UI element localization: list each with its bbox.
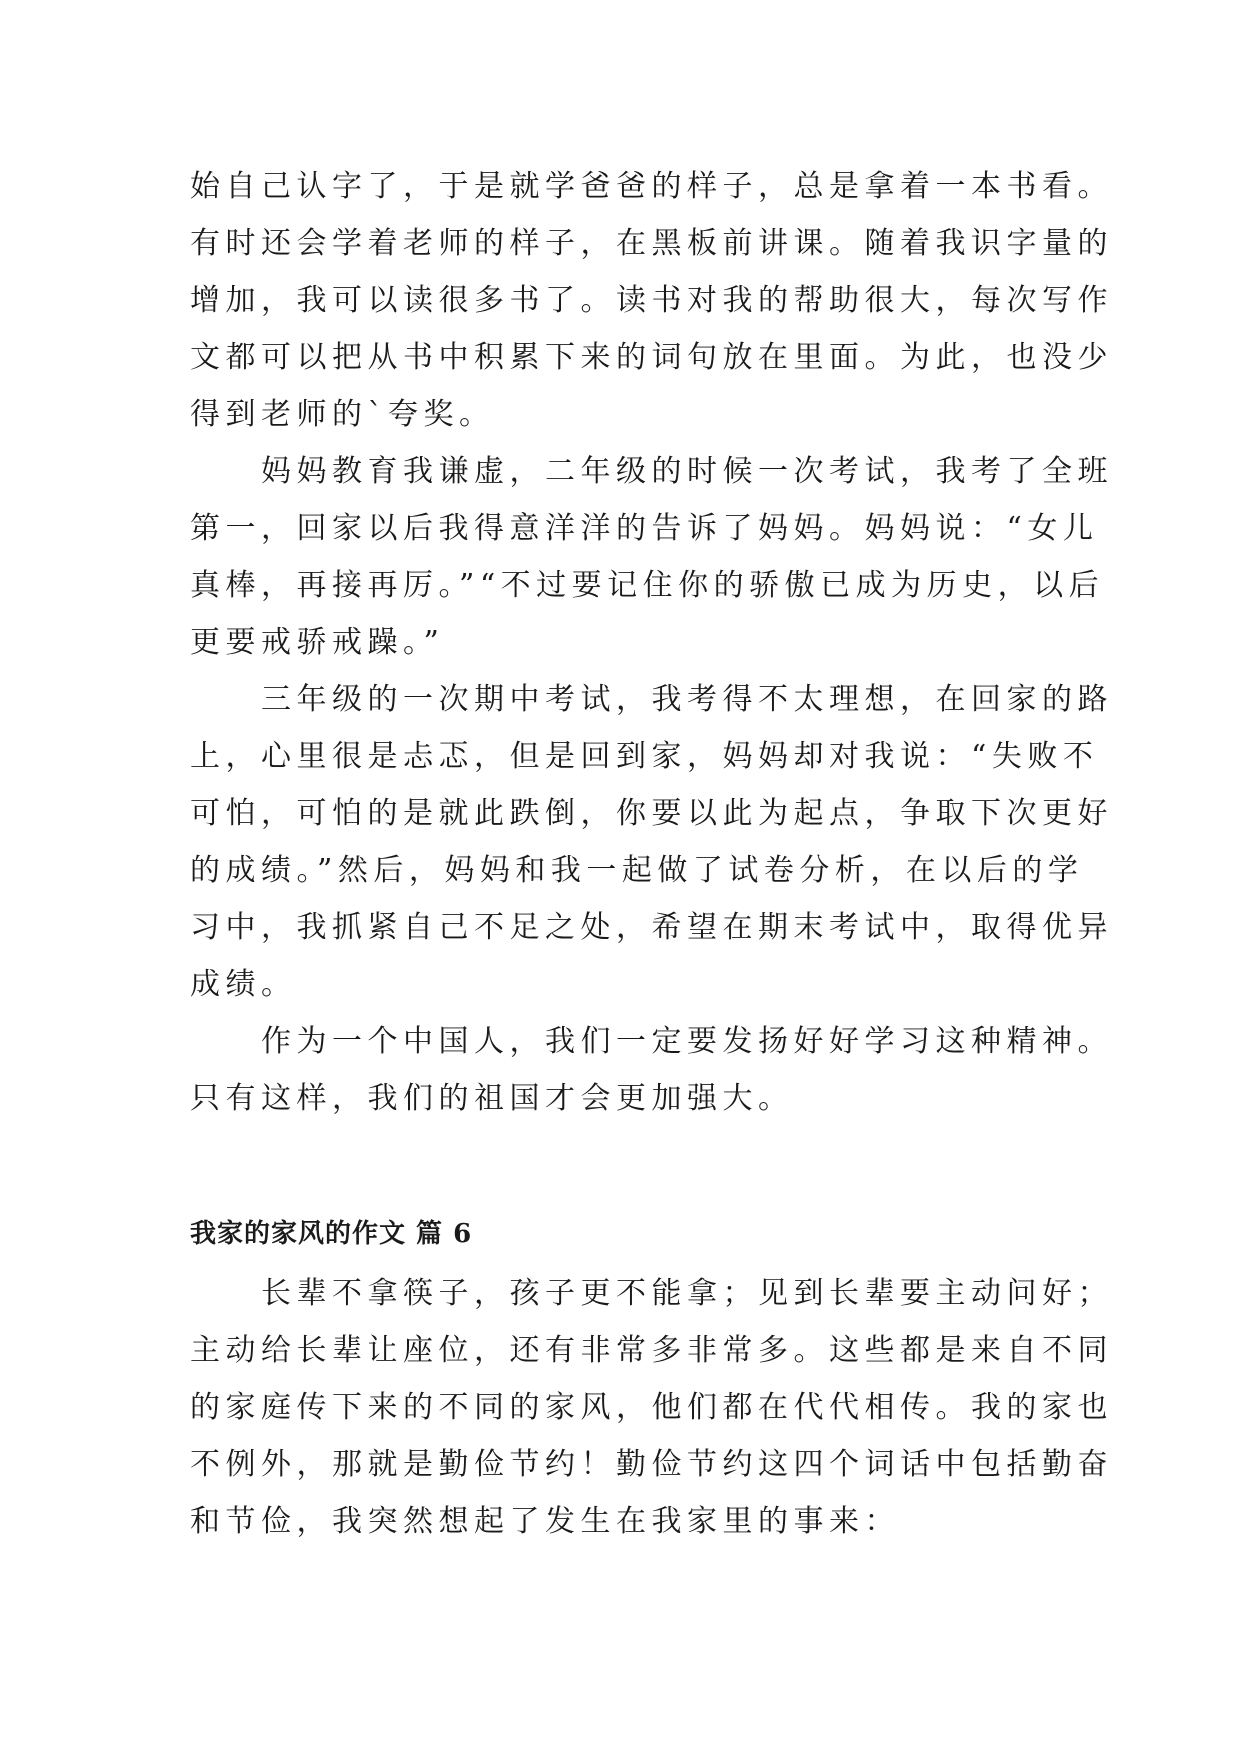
text-line: 妈妈教育我谦虚，二年级的时候一次考试，我考了全班 — [190, 454, 1113, 489]
text-line: 三年级的一次期中考试，我考得不太理想，在回家的路 — [190, 682, 1113, 717]
text-line: 文都可以把从书中积累下来的词句放在里面。为此，也没少 — [190, 340, 1113, 375]
body-text-top — [190, 158, 1113, 1127]
body-text-bottom — [190, 1265, 1113, 1550]
text-line: 只有这样，我们的祖国才会更加强大。 — [190, 1081, 794, 1116]
text-line: 和节俭，我突然想起了发生在我家里的事来： — [190, 1504, 900, 1539]
text-line: 得到老师的`夸奖。 — [190, 397, 495, 432]
text-line: 的成绩。”然后，妈妈和我一起做了试卷分析，在以后的学 — [190, 853, 1084, 888]
text-line: 长辈不拿筷子，孩子更不能拿；见到长辈要主动问好； — [190, 1276, 1113, 1311]
text-line: 主动给长辈让座位，还有非常多非常多。这些都是来自不同 — [190, 1333, 1113, 1368]
text-line: 成绩。 — [190, 967, 297, 1002]
text-line: 不例外，那就是勤俭节约！勤俭节约这四个词话中包括勤奋 — [190, 1447, 1113, 1482]
text-line: 的家庭传下来的不同的家风，他们都在代代相传。我的家也 — [190, 1390, 1113, 1425]
text-line: 习中，我抓紧自己不足之处，希望在期末考试中，取得优异 — [190, 910, 1113, 945]
spacer — [190, 1127, 1060, 1217]
text-line: 增加，我可以读很多书了。读书对我的帮助很大，每次写作 — [190, 283, 1113, 318]
text-line: 可怕，可怕的是就此跌倒，你要以此为起点，争取下次更好 — [190, 796, 1113, 831]
text-line: 有时还会学着老师的样子，在黑板前讲课。随着我识字量的 — [190, 226, 1113, 261]
text-line: 第一，回家以后我得意洋洋的告诉了妈妈。妈妈说：“女儿 — [190, 511, 1099, 546]
spacer — [190, 1251, 1060, 1265]
text-line: 真棒，再接再厉。”“不过要记住你的骄傲已成为历史，以后 — [190, 568, 1105, 603]
text-line: 始自己认字了，于是就学爸爸的样子，总是拿着一本书看。 — [190, 169, 1113, 204]
section-heading: 我家的家风的作文 篇 6 — [190, 1219, 473, 1249]
text-line: 上，心里很是忐忑，但是回到家，妈妈却对我说：“失败不 — [190, 739, 1099, 774]
document-page — [190, 158, 1113, 1550]
text-line: 作为一个中国人，我们一定要发扬好好学习这种精神。 — [190, 1024, 1113, 1059]
text-line: 更要戒骄戒躁。” — [190, 625, 445, 660]
